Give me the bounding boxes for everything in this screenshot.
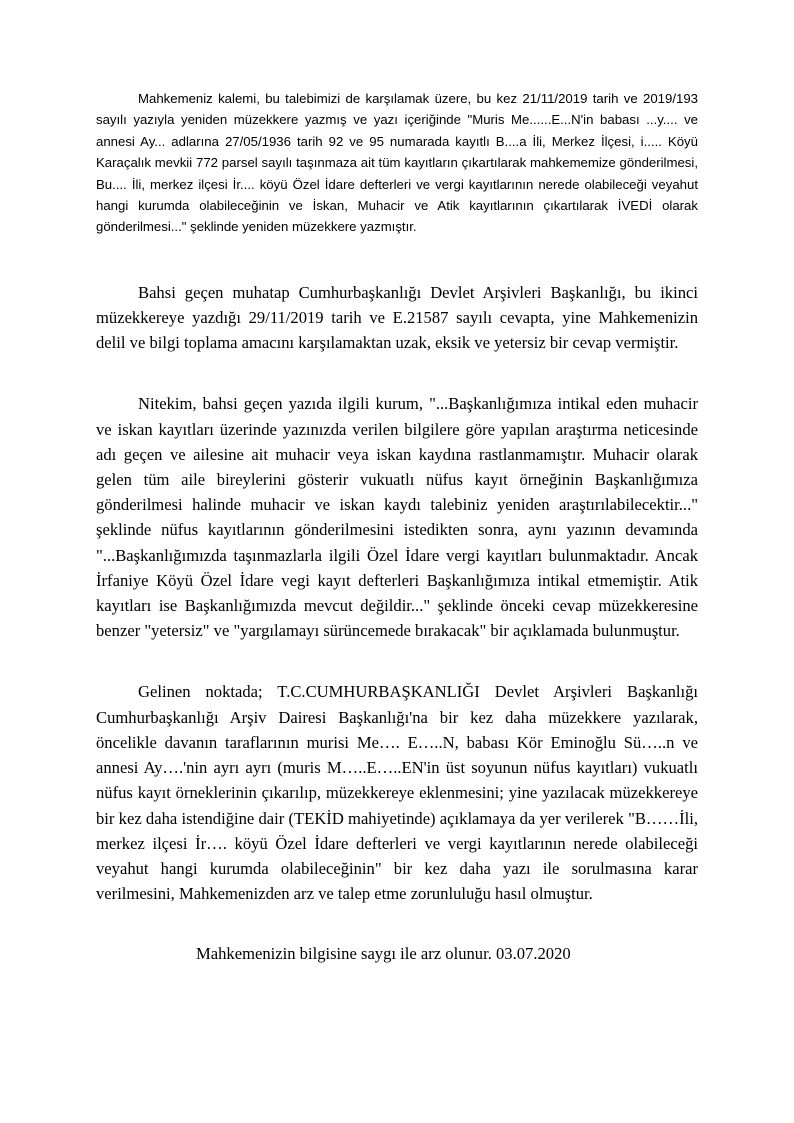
paragraph-4: Gelinen noktada; T.C.CUMHURBAŞKANLIĞI Devlet Arşivleri Başkanlığı Cumhurbaşkanlığı Arşiv Dairesi Başkanlığı'na bir kez daha müzekkere yazılarak, öncelikle davanın taraflarının murisi Me…. E…..N, babası Kör Eminoğlu Sü…..n ve annesi Ay….'nin ayrı ayrı (muris M…..E…..EN'in üst soyunun nüfus kayıtları) vukuatlı nüfus kayıt örneklerinin çıkarılıp, müzekkereye eklenmesini; yine yazılacak müzekkereye bir kez daha istendiğine dair (TEKİD mahiyetinde) açıklamaya da yer verilerek "B……İli, merkez ilçesi İr…. köyü Özel İdare defterleri ve vergi kayıtlarının nerede olabileceği veyahut hangi kurumda olabileceğinin" bir kez daha yazı ile sorulmasına karar verilmesini, Mahkemenizden arz ve talep etme zorunluluğu hasıl olmuştur. <box>96 682 698 904</box>
paragraph-3: Nitekim, bahsi geçen yazıda ilgili kurum, "...Başkanlığımıza intikal eden muhacir ve iskan kayıtları üzerinde yazınızda verilen bilgilere göre yapılan araştırma neticesinde adı geçen ve ailesine ait muhacir veya iskan kaydına rastlanmamıştır. Muhacir olarak gelen tüm aile bireylerini gösterir vukuatlı nüfus kayıt örneğinin Başkanlığımıza gönderilmesi halinde muhacir ve iskan kaydı talebiniz yeniden araştırılabilecektir..." şeklinde nüfus kayıtlarının gönderilmesini istedikten sonra, aynı yazının devamında "...Başkanlığımızda taşınmazlarla ilgili Özel İdare vergi kayıtları bulunmaktadır. Ancak İrfaniye Köyü Özel İdare vegi kayıt defterleri Başkanlığımıza intikal etmemiştir. Atik kayıtları ise Başkanlığımızda mevcut değildir..." şeklinde önceki cevap müzekkeresine benzer "yetersiz" ve "yargılamayı sürüncemede bırakacak" bir açıklamada bulunmuştur. <box>96 394 698 641</box>
closing-statement: Mahkemenizin bilgisine saygı ile arz olunur. 03.07.2020 <box>196 944 571 964</box>
paragraph-2: Bahsi geçen muhatap Cumhurbaşkanlığı Devlet Arşivleri Başkanlığı, bu ikinci müzekkereye yazdığı 29/11/2019 tarih ve E.21587 sayılı cevapta, yine Mahkemenizin delil ve bilgi toplama amacını karşılamaktan uzak, eksik ve yetersiz bir cevap vermiştir. <box>96 282 698 353</box>
paragraph-1: Mahkemeniz kalemi, bu talebimizi de karşılamak üzere, bu kez 21/11/2019 tarih ve 2019/193 sayılı yazıyla yeniden müzekkere yazmış ve yazı içeriğinde "Muris Me......E...N'in babası ...y.... ve annesi Ay... adlarına 27/05/1936 tarih 92 ve 95 numarada kayıtlı B....a İli, Merkez İlçesi, i..... Köyü Karaçalık mevkii 772 parsel sayılı taşınmaza ait tüm kayıtların çıkartılarak mahkememize gönderilmesi, Bu.... İli, merkez ilçesi İr.... köyü Özel İdare defterleri ve vergi kayıtlarının nerede olabileceği veyahut hangi kurumda olabileceğinin ve İskan, Muhacir ve Atik kayıtlarının çıkartılarak İVEDİ olarak gönderilmesi..." şeklinde yeniden müzekkere yazmıştır. <box>96 91 698 235</box>
